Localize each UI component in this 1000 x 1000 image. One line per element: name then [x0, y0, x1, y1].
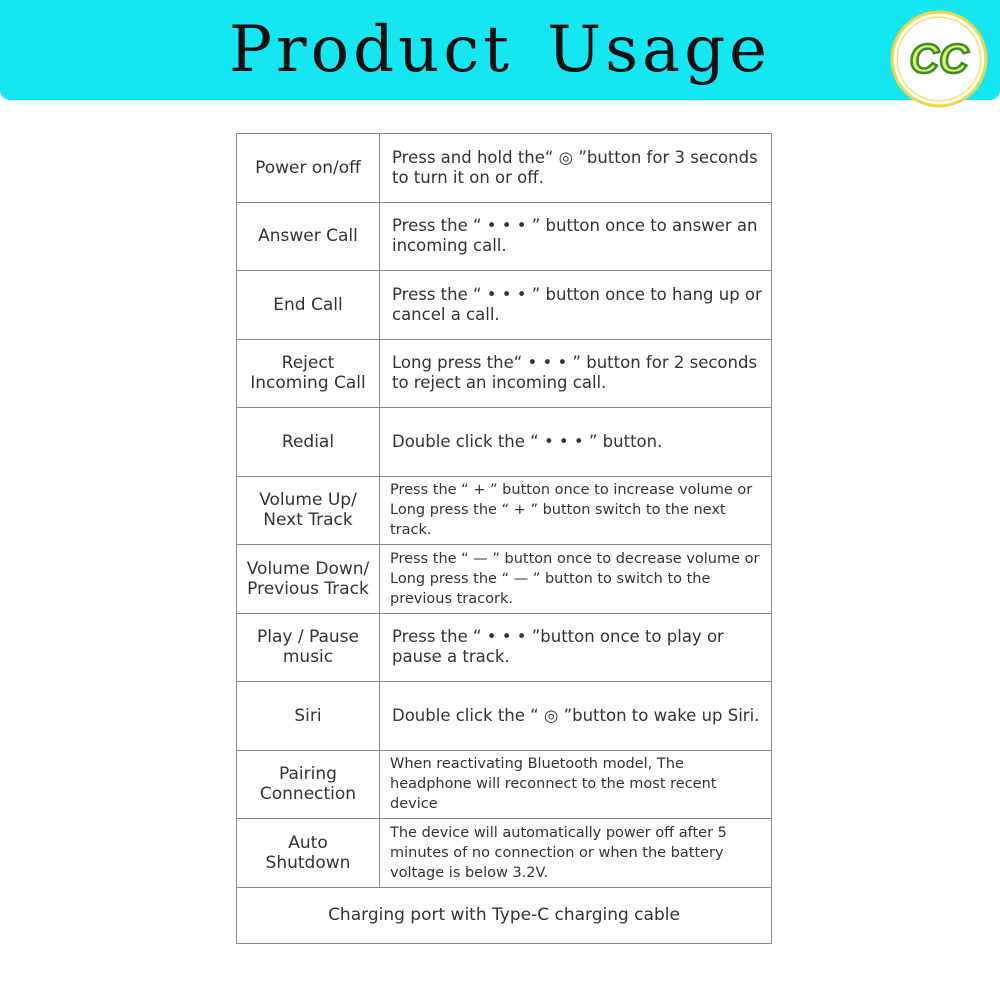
function-description: Double click the “ • • • ” button. [392, 431, 663, 451]
function-label: Volume Down/ Previous Track [237, 545, 380, 613]
usage-table [236, 133, 772, 944]
function-description: Double click the “ ◎ ”button to wake up Siri. [392, 705, 760, 725]
function-description: Press the “ — ” button once to decrease volume or Long press the “ — ” button to switch to the previous tracork. [390, 550, 760, 607]
function-description: Press the “ • • • ”button once to play or pause a track. [392, 627, 724, 667]
page-title: Product Usage [228, 13, 772, 87]
function-label: Answer Call [237, 203, 380, 271]
function-description: Press the “ • • • ” button once to answer an incoming call. [392, 216, 758, 256]
table-row [237, 751, 771, 820]
function-description: Press and hold the“ ◎ ”button for 3 seconds to turn it on or off. [392, 147, 758, 187]
table-row [237, 134, 771, 203]
table-row [237, 477, 771, 546]
table-row [237, 682, 771, 751]
function-label: End Call [237, 271, 380, 339]
function-label: Auto Shutdown [237, 819, 380, 887]
function-label: Play / Pause music [237, 614, 380, 682]
cc-logo-icon [888, 8, 990, 110]
table-row [237, 614, 771, 683]
table-row [237, 819, 771, 888]
table-row [237, 203, 771, 272]
function-description: Press the “ • • • ” button once to hang up or cancel a call. [392, 284, 762, 324]
function-label: Siri [237, 682, 380, 750]
table-row [237, 340, 771, 409]
function-label: Pairing Connection [237, 751, 380, 819]
function-description: Long press the“ • • • ” button for 2 seconds to reject an incoming call. [392, 353, 758, 393]
logo-text: CC [909, 35, 969, 82]
function-description: Press the “ + ” button once to increase volume or Long press the “ + ” button switch to the next track. [390, 482, 753, 539]
function-label: Volume Up/ Next Track [237, 477, 380, 545]
function-label: Redial [237, 408, 380, 476]
charging-port-note: Charging port with Type-C charging cable [328, 905, 680, 925]
table-row [237, 545, 771, 614]
function-label: Power on/off [237, 134, 380, 202]
function-description: When reactivating Bluetooth model, The headphone will reconnect to the most recent device [390, 756, 717, 813]
table-row [237, 408, 771, 477]
function-label: Reject Incoming Call [237, 340, 380, 408]
table-row [237, 271, 771, 340]
function-description: The device will automatically power off after 5 minutes of no connection or when the battery voltage is below 3.2V. [390, 824, 727, 881]
table-row [237, 888, 771, 943]
